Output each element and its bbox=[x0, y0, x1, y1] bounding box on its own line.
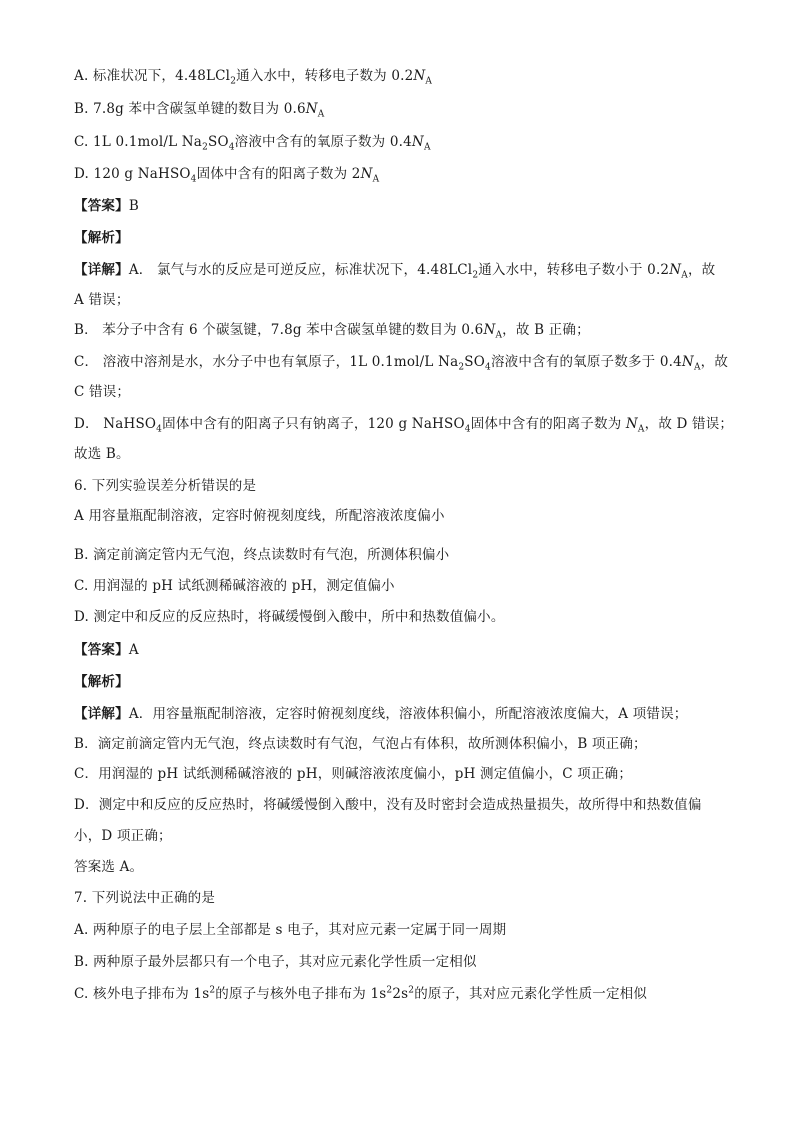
q5-option-d: D. 120 g NaHSO$_4$固体中含有的阳离子数为 $2N_A$ bbox=[74, 166, 380, 185]
q6-stem: 6. 下列实验误差分析错误的是 bbox=[74, 478, 257, 494]
q7-option-a: A. 两种原子的电子层上全部都是 s 电子，其对应元素一定属于同一周期 bbox=[74, 922, 507, 938]
q5-detail-b: B． 苯分子中含有 6 个碳氢键，7.8g 苯中含碳氢单键的数目为 $0.6N_A$，故 B 正确； bbox=[74, 322, 590, 341]
q6-conclusion: 答案选 A。 bbox=[74, 859, 144, 875]
q5-detail-d: D． NaHSO$_4$固体中含有的阳离子只有钠离子，120 g NaHSO$_4$固体中含有的阳离子数为 $N_A$，故 D 错误； bbox=[74, 416, 734, 435]
q5-detail-c-cont: C 错误； bbox=[74, 384, 131, 400]
q5-detail-c: C． 溶液中溶剂是水，水分子中也有氧原子，1L 0.1mol/L $Na_2SO_4$溶液中含有的氧原子数多于 $0.4N_A$，故 bbox=[74, 354, 729, 373]
q6-option-b: B. 滴定前滴定管内无气泡，终点读数时有气泡，所测体积偏小 bbox=[74, 547, 450, 563]
q5-answer: 【答案】B bbox=[74, 198, 139, 214]
q5-analysis-label: 【解析】 bbox=[74, 230, 129, 246]
q6-answer: 【答案】A bbox=[74, 642, 139, 658]
q6-detail-d-cont: 小，D 项正确； bbox=[74, 828, 172, 844]
q6-detail-b: B．滴定前滴定管内无气泡，终点读数时有气泡，气泡占有体积，故所测体积偏小，B 项正确； bbox=[74, 736, 647, 752]
q6-option-c: C. 用润湿的 pH 试纸测稀碱溶液的 pH，测定值偏小 bbox=[74, 578, 395, 594]
q7-option-c: C. 核外电子排布为 $1s^2$的原子与核外电子排布为 $1s^22s^2$的原子，其对应元素化学性质一定相似 bbox=[74, 985, 648, 1002]
q6-detail-a: 【详解】A．用容量瓶配制溶液，定容时俯视刻度线，溶液体积偏小，所配溶液浓度偏大，A 项错误； bbox=[74, 706, 688, 722]
q7-stem: 7. 下列说法中正确的是 bbox=[74, 890, 216, 906]
q6-detail-d: D．测定中和反应的反应热时，将碱缓慢倒入酸中，没有及时密封会造成热量损失，故所得中和热数值偏 bbox=[74, 797, 702, 813]
q5-detail-a-cont: A 错误； bbox=[74, 292, 130, 308]
q5-conclusion: 故选 B。 bbox=[74, 446, 130, 462]
q5-option-b: B. 7.8g 苯中含碳氢单键的数目为 $0.6N_A$ bbox=[74, 101, 325, 120]
q6-analysis-label: 【解析】 bbox=[74, 674, 129, 690]
q5-option-a: A. 标准状况下，4.48LCl$_2$通入水中，转移电子数为 $0.2N_A$ bbox=[74, 68, 433, 87]
q6-detail-c: C．用润湿的 pH 试纸测稀碱溶液的 pH，则碱溶液浓度偏小，pH 测定值偏小，C 项正确； bbox=[74, 766, 633, 782]
q5-detail-a: 【详解】A． 氯气与水的反应是可逆反应，标准状况下，4.48LCl$_2$通入水中，转移电子数小于 $0.2N_A$，故 bbox=[74, 262, 716, 281]
q6-option-d: D. 测定中和反应的反应热时，将碱缓慢倒入酸中，所中和热数值偏小。 bbox=[74, 609, 505, 625]
q6-option-a: A 用容量瓶配制溶液，定容时俯视刻度线，所配溶液浓度偏小 bbox=[74, 508, 445, 524]
q5-option-c: C. 1L 0.1mol/L $Na_2SO_4$溶液中含有的氧原子数为 $0.4N_A$ bbox=[74, 134, 431, 153]
q7-option-b: B. 两种原子最外层都只有一个电子，其对应元素化学性质一定相似 bbox=[74, 954, 477, 970]
